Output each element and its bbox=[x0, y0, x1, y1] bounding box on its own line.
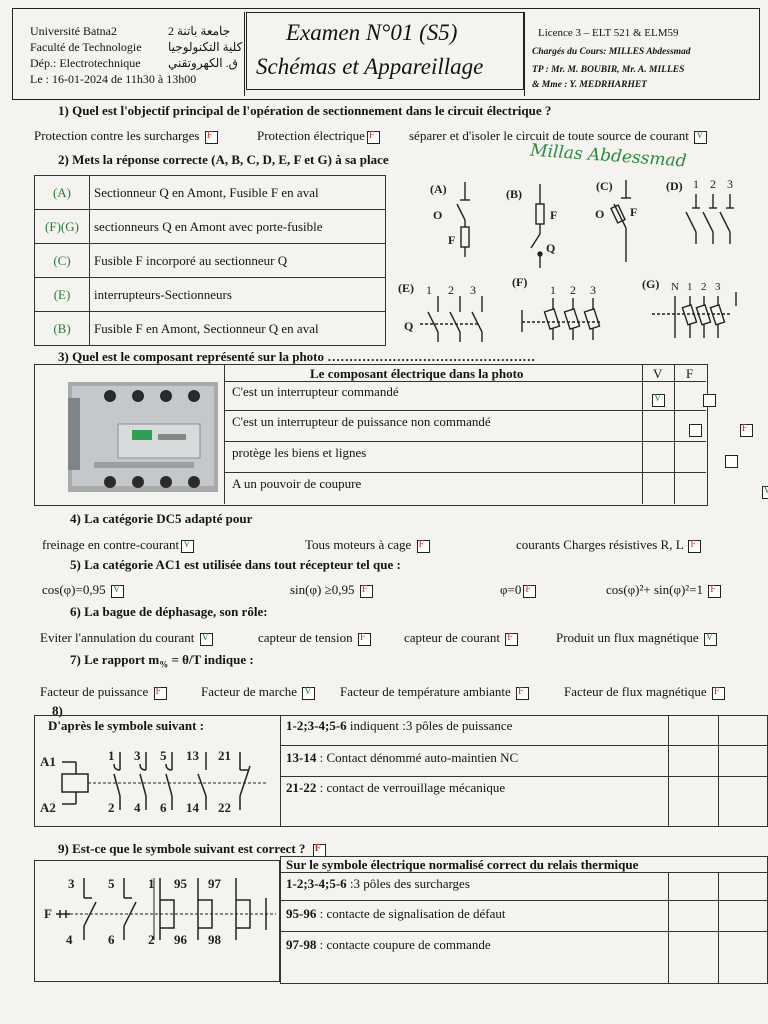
q4-option-3-checkbox[interactable] bbox=[688, 540, 701, 553]
q9-question-text: 9) Est-ce que le symbole suivant est correct ? bbox=[58, 841, 306, 856]
q3-v-header: V bbox=[653, 366, 663, 381]
q6-option-3-checkbox[interactable] bbox=[505, 633, 518, 646]
signature: Millas Abdessmad bbox=[529, 140, 688, 172]
q9-table-header: Sur le symbole électrique normalisé correct du relais thermique bbox=[286, 857, 639, 872]
q8-row-1-prefix: 1-2;3-4;5-6 bbox=[286, 718, 347, 733]
q4-option-2 bbox=[305, 537, 430, 553]
q9-question-checkbox[interactable] bbox=[313, 844, 326, 857]
q3-f-header: F bbox=[686, 366, 694, 381]
q8-row-2-prefix: 13-14 bbox=[286, 750, 317, 765]
q9-label-3: 3 bbox=[68, 876, 75, 891]
q7-option-1-checkbox[interactable] bbox=[154, 687, 167, 700]
q7-option-3-checkbox[interactable] bbox=[516, 687, 529, 700]
symbol-b-label: (B) bbox=[506, 187, 522, 201]
q8-row-2-text: : Contact dénommé auto-maintien NC bbox=[316, 750, 519, 765]
q8-symbol-divider bbox=[280, 715, 281, 827]
q9-row-1-text: :3 pôles des surcharges bbox=[346, 876, 470, 891]
q4-option-3 bbox=[516, 537, 701, 553]
q4-option-1 bbox=[42, 537, 194, 553]
q9-label-6: 6 bbox=[108, 932, 115, 947]
symbol-f-t1: 1 bbox=[550, 283, 556, 297]
q5-option-2-checkbox[interactable] bbox=[360, 585, 373, 598]
q9-f-col-line bbox=[718, 872, 719, 984]
course-lead: Chargés du Cours: MILLES Abdessmad bbox=[532, 47, 691, 57]
q8-label-22: 22 bbox=[218, 800, 231, 815]
symbol-f-t3: 3 bbox=[590, 283, 596, 297]
symbol-a-o-label: O bbox=[433, 208, 443, 222]
q3-row-4-v-checkbox[interactable] bbox=[762, 486, 768, 499]
q5-option-2-text: sin(φ) ≥0,95 bbox=[290, 582, 355, 597]
q6-option-1 bbox=[40, 630, 213, 646]
mme-staff: & Mme : Y. MEDRHARHET bbox=[532, 80, 647, 90]
q9-label-96: 96 bbox=[174, 932, 187, 947]
q2-answer-1[interactable]: (A) bbox=[35, 176, 90, 210]
header-divider-right bbox=[524, 12, 526, 96]
q6-option-3 bbox=[404, 630, 518, 646]
q3-row-line-1 bbox=[224, 410, 706, 411]
q3-row-2-v-checkbox[interactable] bbox=[689, 424, 702, 437]
q8-label-a2: A2 bbox=[40, 800, 56, 815]
q1-option-2-checkbox[interactable] bbox=[367, 131, 380, 144]
q8-label-6: 6 bbox=[160, 800, 167, 815]
faculty-ar: كلية التكنولوجيا bbox=[168, 40, 243, 54]
q2-answer-5[interactable]: (B) bbox=[35, 312, 90, 346]
symbol-c-f-label: F bbox=[630, 205, 638, 219]
exam-title: Examen N°01 (S5) bbox=[286, 20, 458, 45]
q4-option-3-text: courants Charges résistives R, L bbox=[516, 537, 684, 552]
q2-text-5: Fusible F en Amont, Sectionneur Q en aval bbox=[90, 312, 386, 346]
symbol-a-f-label: F bbox=[448, 233, 456, 247]
symbol-g-label: (G) bbox=[642, 277, 660, 291]
q8-label-a1: A1 bbox=[40, 754, 56, 769]
q7-option-1-text: Facteur de puissance bbox=[40, 684, 149, 699]
q4-option-2-text: Tous moteurs à cage bbox=[305, 537, 412, 552]
q9-label-5: 5 bbox=[108, 876, 115, 891]
q3-row-1-v-checkbox[interactable] bbox=[652, 394, 665, 407]
q9-row-2-text: : contacte de signalisation de défaut bbox=[316, 906, 506, 921]
q8-label-3: 3 bbox=[134, 748, 141, 763]
q8-contactor-symbol bbox=[36, 740, 278, 824]
q1-option-1-checkbox[interactable] bbox=[205, 131, 218, 144]
q6-option-2-checkbox[interactable] bbox=[358, 633, 371, 646]
q9-label-4: 4 bbox=[66, 932, 73, 947]
q8-row-line-1 bbox=[280, 745, 768, 746]
q7-option-3-text: Facteur de température ambiante bbox=[340, 684, 511, 699]
q1-option-2-text: Protection électrique bbox=[257, 128, 365, 143]
q8-row-3 bbox=[286, 780, 505, 796]
q8-number: 8) bbox=[52, 703, 63, 718]
q1-option-2 bbox=[257, 128, 380, 144]
q5-option-1-text: cos(φ)=0,95 bbox=[42, 582, 106, 597]
q2-answer-3[interactable]: (C) bbox=[35, 244, 90, 278]
q8-label-5: 5 bbox=[160, 748, 167, 763]
q7-option-1 bbox=[40, 684, 167, 700]
dept-fr: Dép.: Electrotechnique bbox=[30, 56, 141, 70]
q1-question: 1) Quel est l'objectif principal de l'opération de sectionnement dans le circuit électrique ? bbox=[58, 103, 552, 118]
q6-option-1-text: Eviter l'annulation du courant bbox=[40, 630, 195, 645]
q5-option-1 bbox=[42, 582, 124, 598]
q8-row-3-text: : contact de verrouillage mécanique bbox=[316, 780, 506, 795]
q2-symbols-diagram bbox=[390, 172, 760, 350]
symbol-e-t3: 3 bbox=[470, 283, 476, 297]
q8-row-3-prefix: 21-22 bbox=[286, 780, 317, 795]
q3-row-1-text: C'est un interrupteur commandé bbox=[232, 384, 399, 399]
q3-col-header: Le composant électrique dans la photo bbox=[310, 366, 524, 381]
q9-label-1: 1 bbox=[148, 876, 155, 891]
q6-option-2 bbox=[258, 630, 371, 646]
q5-option-3 bbox=[500, 582, 536, 598]
symbol-c-o-label: O bbox=[595, 207, 605, 221]
q4-option-1-checkbox[interactable] bbox=[181, 540, 194, 553]
exam-date: Le : 16-01-2024 de 11h30 à 13h00 bbox=[30, 72, 197, 86]
q6-option-4-checkbox[interactable] bbox=[704, 633, 717, 646]
q7-question-formula: = θ/T indique : bbox=[168, 652, 254, 667]
q3-question: 3) Quel est le composant représenté sur la photo ………………………………………… bbox=[58, 349, 536, 364]
q9-question bbox=[58, 841, 326, 857]
q8-label-4: 4 bbox=[134, 800, 141, 815]
q5-option-4 bbox=[606, 582, 721, 598]
q7-question bbox=[70, 652, 254, 670]
tp-staff: TP : Mr. M. BOUBIR, Mr. A. MILLES bbox=[532, 65, 685, 75]
q3-row-2-text: C'est un interrupteur de puissance non commandé bbox=[232, 414, 491, 429]
q7-option-4-checkbox[interactable] bbox=[712, 687, 725, 700]
q1-option-1 bbox=[34, 128, 218, 144]
q7-question-prefix: 7) Le rapport m bbox=[70, 652, 160, 667]
symbol-b-f-label: F bbox=[550, 208, 558, 222]
q1-option-3-checkbox[interactable] bbox=[694, 131, 707, 144]
q8-label-13: 13 bbox=[186, 748, 199, 763]
q7-option-4-text: Facteur de flux magnétique bbox=[564, 684, 707, 699]
q1-option-1-text: Protection contre les surcharges bbox=[34, 128, 200, 143]
q5-option-4-checkbox[interactable] bbox=[708, 585, 721, 598]
q3-photo-cell bbox=[34, 364, 225, 504]
q8-label-1: 1 bbox=[108, 748, 115, 763]
q9-row-1 bbox=[286, 876, 470, 892]
q2-text-1: Sectionneur Q en Amont, Fusible F en aval bbox=[90, 176, 386, 210]
symbol-d-t1: 1 bbox=[693, 177, 699, 191]
symbol-e-q-label: Q bbox=[404, 319, 414, 333]
q8-f-col-line bbox=[718, 715, 719, 827]
q7-option-4 bbox=[564, 684, 725, 700]
q7-option-3 bbox=[340, 684, 529, 700]
symbol-d-t2: 2 bbox=[710, 177, 716, 191]
q5-question: 5) La catégorie AC1 est utilisée dans tout récepteur tel que : bbox=[70, 557, 401, 572]
q2-answer-2[interactable]: (F)(G) bbox=[35, 210, 90, 244]
q6-option-3-text: capteur de courant bbox=[404, 630, 501, 645]
q5-option-1-checkbox[interactable] bbox=[111, 585, 124, 598]
q2-matching-table bbox=[34, 175, 386, 346]
q6-option-4-text: Produit un flux magnétique bbox=[556, 630, 699, 645]
q9-row-3-text: : contacte coupure de commande bbox=[316, 937, 491, 952]
q6-option-2-text: capteur de tension bbox=[258, 630, 353, 645]
q3-row-line-3 bbox=[224, 472, 706, 473]
q3-row-1-f-checkbox[interactable] bbox=[703, 394, 716, 407]
symbol-d-label: (D) bbox=[666, 179, 683, 193]
symbol-a-label: (A) bbox=[430, 182, 447, 196]
symbol-b-q-label: Q bbox=[546, 241, 556, 255]
symbol-f-t2: 2 bbox=[570, 283, 576, 297]
q5-option-4-text: cos(φ)²+ sin(φ)²=1 bbox=[606, 582, 704, 597]
q3-row-2-f-checkbox[interactable] bbox=[740, 424, 753, 437]
q6-option-1-checkbox[interactable] bbox=[200, 633, 213, 646]
q9-thermal-relay-symbol bbox=[36, 872, 278, 948]
q6-question: 6) La bague de déphasage, son rôle: bbox=[70, 604, 268, 619]
q8-label-21: 21 bbox=[218, 748, 231, 763]
q1-option-3-text: séparer et d'isoler le circuit de toute source de courant bbox=[409, 128, 689, 143]
q3-row-line-2 bbox=[224, 441, 706, 442]
symbol-e-t2: 2 bbox=[448, 283, 454, 297]
q2-text-2: sectionneurs Q en Amont avec porte-fusible bbox=[90, 210, 386, 244]
q4-option-1-text: freinage en contre-courant bbox=[42, 537, 180, 552]
q9-row-3 bbox=[286, 937, 491, 953]
symbol-g-tn: N bbox=[671, 281, 679, 293]
q8-row-1-text: indiquent :3 pôles de puissance bbox=[346, 718, 513, 733]
q8-row-2 bbox=[286, 750, 518, 766]
symbol-e-label: (E) bbox=[398, 281, 414, 295]
faculty-fr: Faculté de Technologie bbox=[30, 40, 142, 54]
q9-label-95: 95 bbox=[174, 876, 187, 891]
symbol-g-t2: 2 bbox=[701, 281, 707, 293]
q5-option-3-text: φ=0 bbox=[500, 582, 522, 597]
q9-label-97: 97 bbox=[208, 876, 221, 891]
q8-v-col-line bbox=[668, 715, 669, 827]
q5-option-2 bbox=[290, 582, 373, 598]
symbol-g-t3: 3 bbox=[715, 281, 721, 293]
q3-row-3-text: protège les biens et lignes bbox=[232, 445, 367, 460]
symbol-c-label: (C) bbox=[596, 179, 613, 193]
q9-label-2: 2 bbox=[148, 932, 155, 947]
q2-text-3: Fusible F incorporé au sectionneur Q bbox=[90, 244, 386, 278]
q9-row-2 bbox=[286, 906, 506, 922]
q3-row-4-text: A un pouvoir de coupure bbox=[232, 476, 362, 491]
dept-ar: ق. الكهروتقني bbox=[168, 56, 238, 70]
q8-row-line-2 bbox=[280, 776, 768, 777]
q4-option-2-checkbox[interactable] bbox=[417, 540, 430, 553]
q8-label-2: 2 bbox=[108, 800, 115, 815]
q9-label-98: 98 bbox=[208, 932, 221, 947]
q9-label-f: F bbox=[44, 906, 52, 921]
symbol-f-label: (F) bbox=[512, 275, 528, 289]
contactor-photo bbox=[34, 364, 224, 504]
q9-row-line-2 bbox=[280, 931, 768, 932]
exam-subject: Schémas et Appareillage bbox=[256, 54, 484, 79]
q3-f-col-line bbox=[674, 364, 675, 504]
symbol-g-t1: 1 bbox=[687, 281, 693, 293]
licence-info: Licence 3 – ELT 521 & ELM59 bbox=[538, 27, 679, 39]
q7-option-2-text: Facteur de marche bbox=[201, 684, 298, 699]
symbol-e-t1: 1 bbox=[426, 283, 432, 297]
q7-question-sub: % bbox=[159, 659, 169, 670]
q7-option-2-checkbox[interactable] bbox=[302, 687, 315, 700]
university-fr: Université Batna2 bbox=[30, 24, 117, 38]
q2-text-4: interrupteurs-Sectionneurs bbox=[90, 278, 386, 312]
q8-row-1 bbox=[286, 718, 512, 734]
q9-row-2-prefix: 95-96 bbox=[286, 906, 317, 921]
q8-label-14: 14 bbox=[186, 800, 199, 815]
q3-v-col-line bbox=[642, 364, 643, 504]
q9-v-col-line bbox=[668, 872, 669, 984]
q4-question: 4) La catégorie DC5 adapté pour bbox=[70, 511, 253, 526]
university-ar: جامعة باتنة 2 bbox=[168, 24, 231, 38]
q9-row-line-1 bbox=[280, 900, 768, 901]
q9-row-3-prefix: 97-98 bbox=[286, 937, 317, 952]
symbol-d-t3: 3 bbox=[727, 177, 733, 191]
q6-option-4 bbox=[556, 630, 717, 646]
q7-option-2 bbox=[201, 684, 315, 700]
q5-option-3-checkbox[interactable] bbox=[523, 585, 536, 598]
q2-question: 2) Mets la réponse correcte (A, B, C, D, E, F et G) à sa place bbox=[58, 152, 389, 167]
q9-row-1-prefix: 1-2;3-4;5-6 bbox=[286, 876, 347, 891]
q2-answer-4[interactable]: (E) bbox=[35, 278, 90, 312]
q3-row-3-v-checkbox[interactable] bbox=[725, 455, 738, 468]
q8-symbol-title: D'après le symbole suivant : bbox=[48, 718, 204, 733]
